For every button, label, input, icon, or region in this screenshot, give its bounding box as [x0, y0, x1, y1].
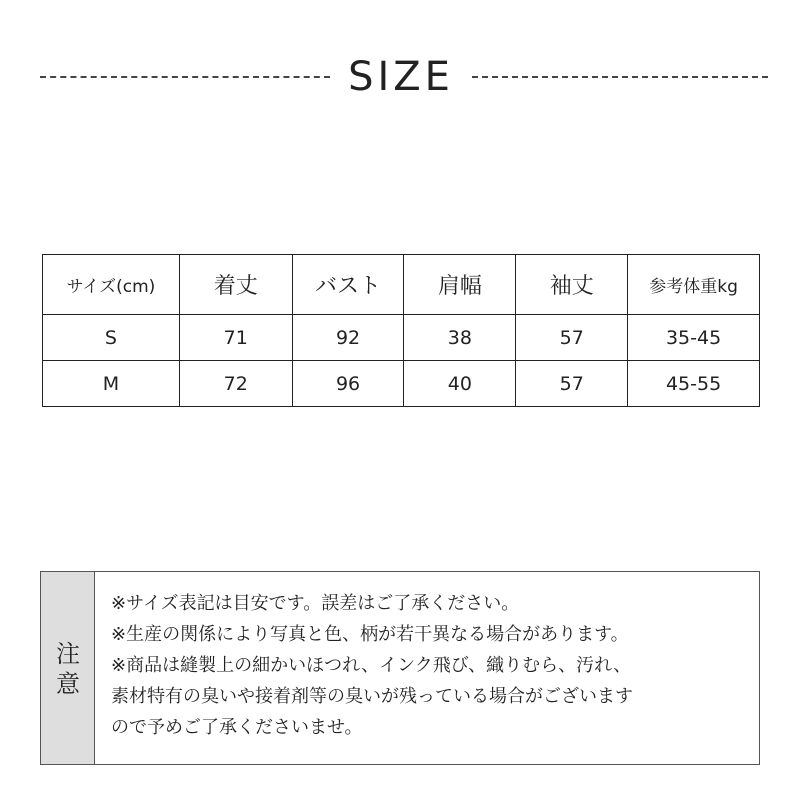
cell-sleeve: 57	[516, 315, 628, 361]
size-table	[42, 254, 760, 407]
cell-sleeve: 57	[516, 361, 628, 407]
notice-label	[41, 572, 95, 764]
table-header-row	[43, 255, 760, 315]
notice-label-char: 意	[56, 670, 80, 698]
notice-label-char: 注	[56, 640, 80, 668]
notice-line: ※商品は縫製上の細かいほつれ、インク飛び、織りむら、汚れ、	[111, 655, 632, 676]
dashed-divider-right	[472, 76, 768, 78]
table-row	[43, 361, 760, 407]
notice-line: ので予めご了承くださいませ。	[111, 717, 363, 738]
header-weight: 参考体重kg	[628, 255, 760, 315]
cell-shoulder: 38	[404, 315, 516, 361]
header-size: サイズ(cm)	[43, 255, 180, 315]
cell-bust: 96	[292, 361, 404, 407]
page-title: SIZE	[348, 54, 454, 100]
cell-length: 72	[179, 361, 292, 407]
header-bust: バスト	[292, 255, 404, 315]
notice-line: ※生産の関係により写真と色、柄が若干異なる場合があります。	[111, 624, 629, 645]
dashed-divider-left	[40, 76, 330, 78]
notice-line: ※サイズ表記は目安です。誤差はご了承ください。	[111, 593, 520, 614]
cell-weight: 45-55	[628, 361, 760, 407]
header-length: 着丈	[179, 255, 292, 315]
cell-length: 71	[179, 315, 292, 361]
cell-shoulder: 40	[404, 361, 516, 407]
cell-size: M	[43, 361, 180, 407]
header-sleeve: 袖丈	[516, 255, 628, 315]
cell-weight: 35-45	[628, 315, 760, 361]
table-row	[43, 315, 760, 361]
header-shoulder: 肩幅	[404, 255, 516, 315]
notice-text	[111, 588, 751, 743]
notice-box	[40, 571, 760, 765]
size-heading	[40, 52, 768, 102]
notice-line: 素材特有の臭いや接着剤等の臭いが残っている場合がございます	[111, 686, 633, 707]
cell-bust: 92	[292, 315, 404, 361]
cell-size: S	[43, 315, 180, 361]
